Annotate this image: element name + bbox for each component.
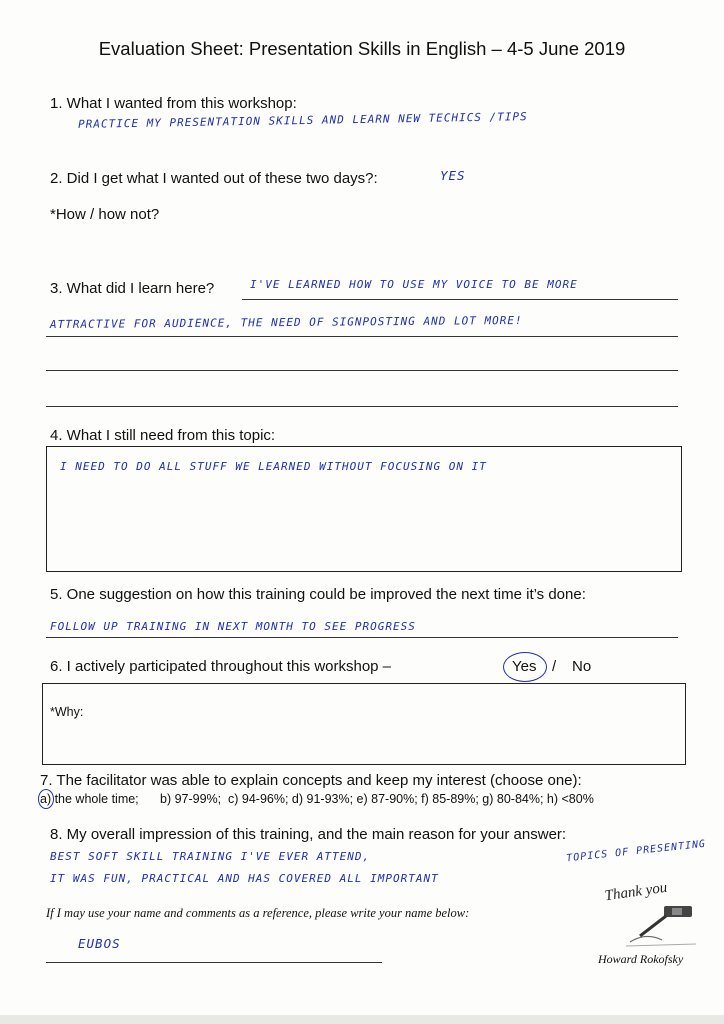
reference-name: EUBOS xyxy=(78,936,121,951)
answer-line xyxy=(46,336,678,337)
option-yes[interactable]: Yes xyxy=(512,658,537,675)
question-8-answer-line-2b: TOPICS OF PRESENTING xyxy=(565,838,707,865)
question-8-answer-line-2: IT WAS FUN, PRACTICAL AND HAS COVERED ALL IMPORTANT xyxy=(50,872,439,885)
question-3-answer-line-2: ATTRACTIVE FOR AUDIENCE, THE NEED OF SIGNPOSTING AND LOT MORE! xyxy=(49,313,523,332)
question-1-answer: PRACTICE MY PRESENTATION SKILLS AND LEARN NEW TECHICS /TIPS xyxy=(77,110,528,131)
thank-you-script: Thank you xyxy=(603,879,669,905)
question-3-label: 3. What did I learn here? xyxy=(50,280,215,297)
option-separator: / xyxy=(552,658,557,675)
question-4-answer: I NEED TO DO ALL STUFF WE LEARNED WITHOUT FOCUSING ON IT xyxy=(60,460,487,473)
answer-line xyxy=(46,406,678,407)
question-2-answer: YES xyxy=(440,168,466,183)
question-5-label: 5. One suggestion on how this training could be improved the next time it’s done: xyxy=(50,586,586,603)
question-8-label: 8. My overall impression of this training, and the main reason for your answer: xyxy=(50,826,567,843)
question-6-label: 6. I actively participated throughout this workshop – xyxy=(50,658,392,675)
pen-icon xyxy=(626,902,700,948)
page-title: Evaluation Sheet: Presentation Skills in English – 4-5 June 2019 xyxy=(98,38,626,59)
question-6-why-box[interactable] xyxy=(42,683,686,765)
question-1-label: 1. What I wanted from this workshop: xyxy=(50,95,297,112)
signature-name: Howard Rokofsky xyxy=(598,952,684,966)
question-6-why-label: *Why: xyxy=(50,705,84,719)
option-a-circle-mark xyxy=(38,789,54,809)
question-4-label: 4. What I still need from this topic: xyxy=(50,427,276,444)
question-8-answer-line-1: BEST SOFT SKILL TRAINING I'VE EVER ATTEND, xyxy=(50,850,371,863)
question-2-how-label: *How / how not? xyxy=(50,206,160,223)
name-line[interactable] xyxy=(46,962,382,963)
answer-line xyxy=(242,299,678,300)
question-2-label: 2. Did I get what I wanted out of these two days?: xyxy=(50,170,378,187)
yes-circle-mark xyxy=(503,652,547,682)
question-5-answer: FOLLOW UP TRAINING IN NEXT MONTH TO SEE PROGRESS xyxy=(50,620,416,633)
scan-edge xyxy=(0,1015,724,1024)
option-a[interactable]: a) the whole time; xyxy=(40,792,139,806)
reference-label: If I may use your name and comments as a reference, please write your name below: xyxy=(46,906,470,920)
question-3-answer-line-1: I'VE LEARNED HOW TO USE MY VOICE TO BE MORE xyxy=(250,278,578,291)
options-c-to-h[interactable]: c) 94-96%; d) 91-93%; e) 87-90%; f) 85-89%; g) 80-84%; h) <80% xyxy=(228,792,594,806)
option-b[interactable]: b) 97-99%; xyxy=(160,792,222,806)
option-no[interactable]: No xyxy=(572,658,592,675)
answer-line xyxy=(46,370,678,371)
question-7-label: 7. The facilitator was able to explain concepts and keep my interest (choose one): xyxy=(40,772,582,789)
answer-line xyxy=(46,637,678,638)
